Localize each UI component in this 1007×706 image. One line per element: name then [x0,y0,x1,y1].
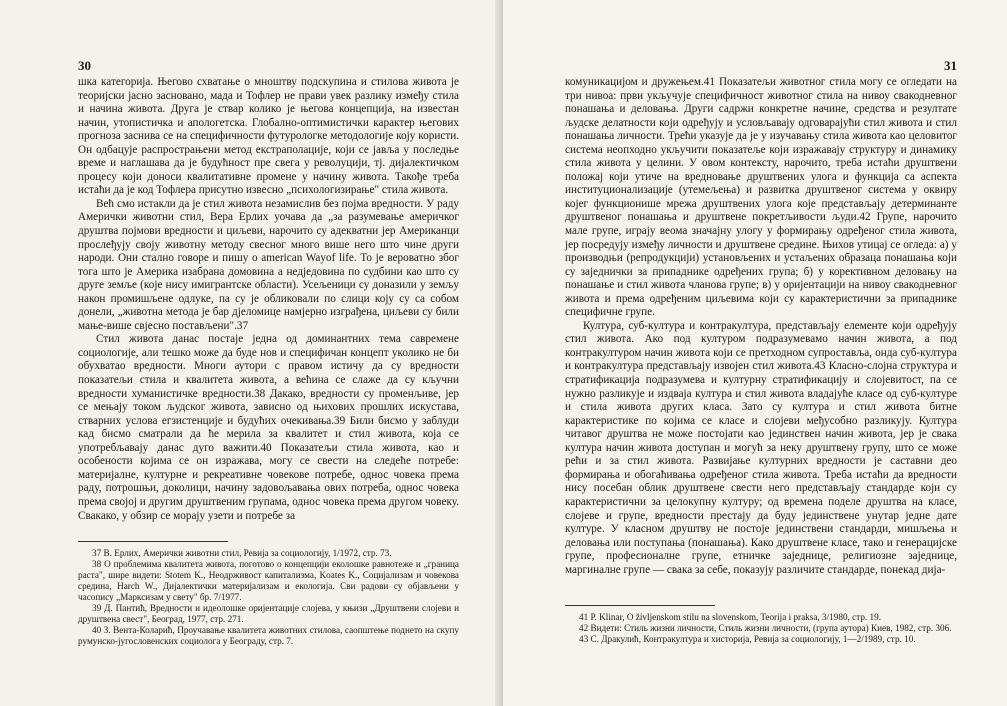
right-page [503,0,1007,706]
page-number: 31 [944,58,957,73]
footnote-divider [78,541,228,542]
paragraph: Већ смо истакли да је стил живота незамислив без појма вредности. У раду Амерички животни стил, Вера Ерлих уочава да „за разумевање америчког друштва појмови вредности и циљеви, нарочито су адекватни јер Американци прослеђују своју животну методу свесног много више него што чине други народи. Они стално говоре и пишу о american Wayof life. То је вероватно због тога што је Америка изабрана домовина а недједовина по судбини као што су друге земље (које нису имигрантске области). Усељеници су доназили у земљу након промишљене одлуке, па су је обликовали по слици коју су са собом донели, „животна метода је бар дјеломице намјерно изграђена, циљеви су били мање-више свјесно постављени".37 [78,197,459,332]
footnote: 41 P. Klinar, O življenskom stilu na slovenskom, Teorija i praksa, 3/1980, стр. 19. [579,612,882,623]
footnote-divider [565,605,715,606]
footnote: 39 Д. Пантић, Вредности и идеолошке оријентације слојева, у књизи „Друштвени слојеви и друштвена свест", Београд, 1977, стр. 271. [78,603,459,625]
paragraph: комуникацијом и дружењем.41 Показатељи животног стила могу се огледати на три нивоа: први укључује специфичност животног стила на нивоу свакодневног понашања и деловања. Други садржи конкретне начине, средства и резултате људске делатности који одређују и условљавају одговарајући стил живота и стил понашања личности. Трећи указује да је у изучавању стила живота као целовитог система неопходно укључити показатеље који изражавају структуру и динамику стила живота у целини. У овом контексту, нарочито, треба истаћи друштвени положај који утиче на вредновање друштвених улога и функција са аспекта институционализације (утемељења) и развитка друштвеног система у оквиру којег функционише мрежа друштвених улога које представљају детерминанте друштвеног понашања и друштвене покретљивости људи.42 Групе, нарочито мале групе, играју веома значајну улогу у формирању одређеног стила живота, јер посредују између личности и друштвене средине. Њихов утицај се огледа: а) у производњи (репродукцији) установљених и устаљених образаца понашања који су заједнички за припаднике одређених група; б) у корективном деловању на понашање и стил живота чланова групе; в) у оријентацији на нивоу свакодневног живота и према одређеним циљевима који су карактеристични за припаднике специфичне групе. [565,76,957,319]
footnote: 37 В. Ерлих, Амерички животни стил, Ревија за социологију, 1/1972, стр. 73. [92,548,392,559]
footnotes [565,612,957,645]
footnote: 40 З. Вента-Коларић, Проучавање квалитета животних стилова, саопштење поднето на скупу румунско-југословенских социолога у Београду, стр. 7. [78,625,459,647]
footnote: 38 О проблемима квалитета живота, поготово о концепцији еколошке равнотеже и „граница раста", шире видети: Stotem K., Неодрживост капитализма, Koates K., Социјализам и човекова средина, Harch W., Дијалектички материјализам и екологија. Сви радови су објављени у часопису „Марксизам у свету" бр. 7/1977. [78,559,459,603]
paragraph: шка категорија. Његово схватање о мноштву подскупина и стилова живота је теоријски јасно засновано, мада и Тофлер не прави увек разлику између стила и начина живота. Друга је ствар колико је његова концепција, на известан начин, утопистичка и апологетска. Глобално-оптимистички карактер његових прогноза заснива се на специфичности футурологке методологије коју користи. Он одбацује распрострањени метод екстраполације, који се јавља у последње време и наглашава да је будућност пре свега у револуцији, тј. дијалектичком процесу који доноси квалитативне промене у начину живота. Такође треба истаћи да је код Тофлера присутно извесно „психологизирање" стила живота. [78,76,459,197]
page-number: 30 [78,58,91,73]
paragraph: Стил живота данас постаје једна од доминантних тема савремене социологије, али тешко може да буде нов и специфичан концепт уколико не би обухватао вредности. Многи аутори с правом истичу да су вредности показатељи стила и квалитета живота, а већина се слаже да су кључни вредности хуманистичке вредности.38 Дакако, вредности су променљиве, јер се мењају током људског живота, зависно од њихових прошлих искустава, стварних услова егзистенције и будућих очекивања.39 Били бисмо у заблуди кад бисмо сматрали да ће мерила за квалитет и стил живота, која се употребљавају данас дуго важити.40 Показатељи стила живота, као и особености којима се он изражава, могу се свести на следеће потребе: материјалне, културне и рекреативне човекове потребе, однос човека према раду, потрошњи, доколици, начину задовољавања ових потреба, однос човека према својој и другим друштвеним групама, однос човека према другом човеку. Свакако, у обзир се морају узети и потребе за [78,333,459,522]
left-page [0,0,503,706]
page-body [565,76,957,577]
footnotes [78,548,459,647]
footnote: 42 Видети: Стиль жизни личности, Стиль жизни личности, (група аутора) Киев, 1982, стр. 306. [579,623,952,634]
paragraph: Култура, суб-култура и контракултура, представљају елементе који одређују стил живота. Ако под културом подразумевамо начин живота, а под контракултуром начин живота који се претходном супростављa, онда суб-култура и контракултура представљају извојен стил живота.43 Класно-слојна структура и стратификација подразумева и културну стратификацију и слојевитост, па се нужно разликује и издваја култура и стил живота владајуће класе од суб-културе и стила живота других класа. Зато су култура и стил живота битне карактеристике по којима се класе и слојеви међусобно разликују. Култура читавог друштва не може постојати као јединствен начин живота, јер је свака култура начин живота доступан и могућ за неку друштвену групу, што се може рећи и за стил живота. Развијање културних вредности је саставни део формирања и обогаћивања одређеног стила живота. Треба истаћи да вредности нису посебан облик друштвене свести него представљају стандарде који су карактеристични за целокупну културу; од времена поделе друштва на класе, слојеве и групе, вредности престају да буду јединствене унутар једне дате културе. У класном друштву не постоје јединствени стандарди, мишљења и деловања или поступања (понашања). Како друштвене класе, тако и генерацијске групе, професионалне групе, етничке заједнице, религиозне заједнице, маргиналне групе — свака за себе, показују различите стандарде, понекад дија- [565,319,957,576]
footnote: 43 С. Дракулић, Контракултура и хисторија, Ревија за социологију, 1—2/1989, стр. 10. [579,634,916,645]
page-body [78,76,459,523]
